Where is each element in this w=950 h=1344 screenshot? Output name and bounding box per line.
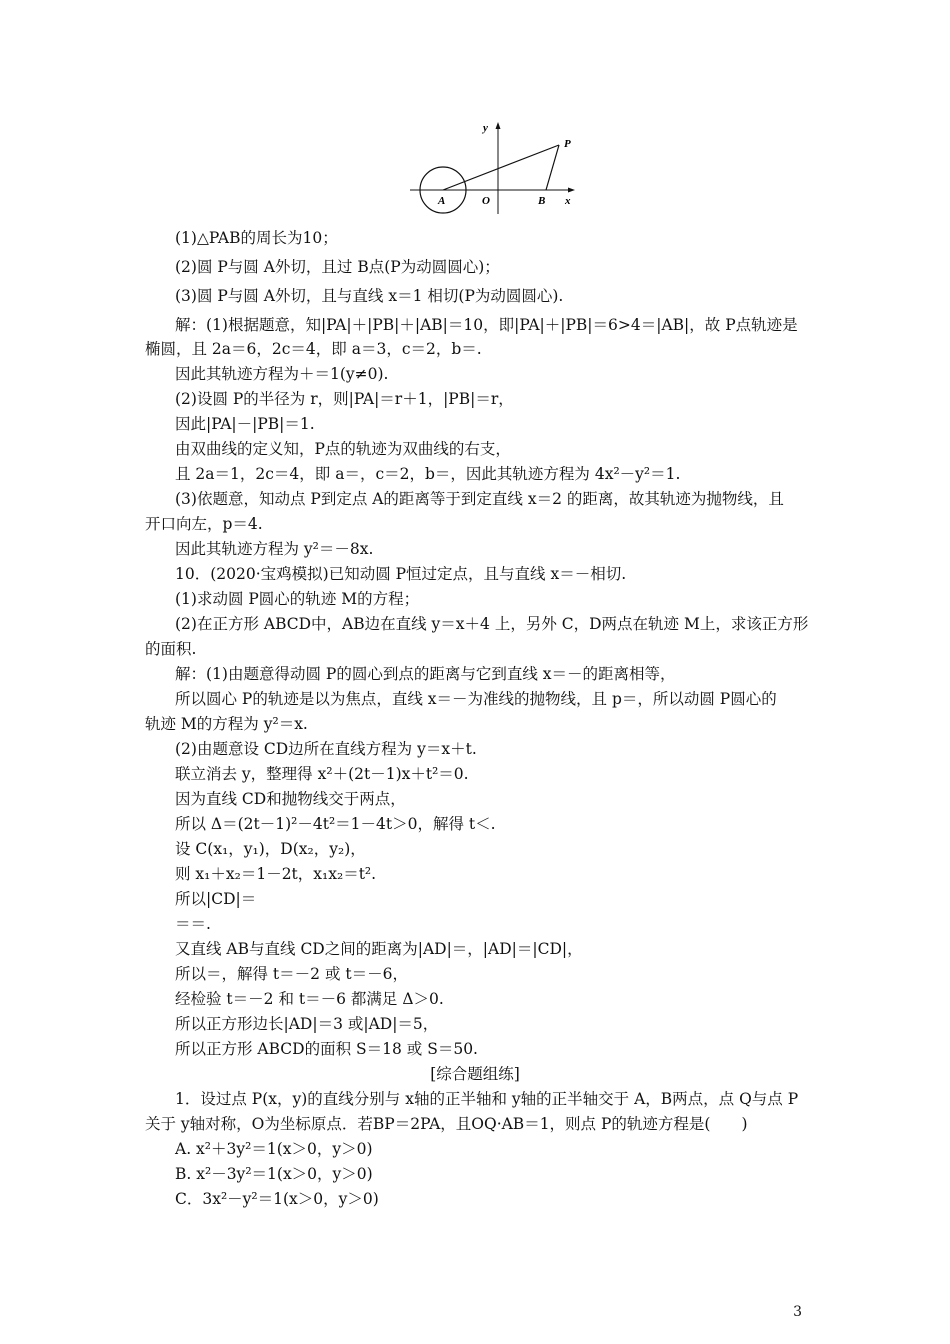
text-line: 轨迹 M的方程为 y²＝x. — [145, 715, 308, 733]
label-y: y — [483, 122, 488, 134]
option-a: A. x²＋3y²＝1(x＞0，y＞0) — [175, 1140, 373, 1158]
text-line: (2)设圆 P的半径为 r，则|PA|＝r＋1，|PB|＝r， — [175, 390, 514, 408]
label-o: O — [482, 195, 490, 207]
text-line: (1)△PAB的周长为10； — [175, 229, 338, 247]
text-line: (3)圆 P与圆 A外切，且与直线 x＝1 相切(P为动圆圆心). — [175, 287, 564, 305]
y-axis-arrow — [496, 122, 501, 129]
geometry-figure — [405, 116, 585, 216]
label-a: A — [438, 195, 446, 207]
text-line: 所以圆心 P的轨迹是以为焦点，直线 x＝－为准线的抛物线，且 p＝，所以动圆 P圆心的 — [175, 690, 777, 708]
label-x: x — [565, 195, 571, 207]
text-line: 且 2a＝1，2c＝4，即 a＝，c＝2，b＝，因此其轨迹方程为 4x²－y²＝1. — [175, 465, 681, 483]
text-line: 开口向左，p＝4. — [145, 515, 263, 533]
text-line: 10．(2020·宝鸡模拟)已知动圆 P恒过定点，且与直线 x＝－相切. — [175, 565, 627, 583]
page-number: 3 — [793, 1304, 802, 1320]
text-line: 因此其轨迹方程为 y²＝－8x. — [175, 540, 374, 558]
option-b: B. x²－3y²＝1(x＞0，y＞0) — [175, 1165, 373, 1183]
text-line: 因此|PA|－|PB|＝1. — [175, 415, 315, 433]
text-line: (2)由题意设 CD边所在直线方程为 y＝x＋t. — [175, 740, 477, 758]
label-p: P — [564, 138, 571, 150]
text-line: 椭圆，且 2a＝6，2c＝4，即 a＝3，c＝2，b＝. — [145, 340, 482, 358]
segment-pa — [443, 145, 559, 190]
text-line: (1)求动圆 P圆心的轨迹 M的方程； — [175, 590, 420, 608]
text-line: 解：(1)根据题意，知|PA|＋|PB|＋|AB|＝10，即|PA|＋|PB|＝6>4＝|AB|，故 P点轨迹是 — [175, 316, 798, 334]
segment-pb — [546, 145, 559, 190]
text-line: 所以 Δ＝(2t－1)²－4t²＝1－4t＞0，解得 t＜. — [175, 815, 496, 833]
text-line: 的面积. — [145, 640, 197, 658]
text-line: ＝＝. — [175, 915, 211, 933]
text-line: 经检验 t＝－2 和 t＝－6 都满足 Δ＞0. — [175, 990, 444, 1008]
text-line: 关于 y轴对称，O为坐标原点．若BP＝2PA，且OQ·AB＝1，则点 P的轨迹方程是( ) — [145, 1115, 748, 1133]
text-line: 因为直线 CD和抛物线交于两点， — [175, 790, 406, 808]
label-b: B — [538, 195, 546, 207]
text-line: 设 C(x₁，y₁)，D(x₂，y₂)， — [175, 840, 366, 858]
text-line: (2)圆 P与圆 A外切，且过 B点(P为动圆圆心)； — [175, 258, 500, 276]
text-line: 所以正方形 ABCD的面积 S＝18 或 S＝50. — [175, 1040, 478, 1058]
text-line: 所以＝，解得 t＝－2 或 t＝－6， — [175, 965, 408, 983]
option-c: C．3x²－y²＝1(x＞0，y＞0) — [175, 1190, 379, 1208]
text-line: 1．设过点 P(x，y)的直线分别与 x轴的正半轴和 y轴的正半轴交于 A，B两点，点 Q与点 P — [175, 1090, 799, 1108]
text-line: 由双曲线的定义知，P点的轨迹为双曲线的右支， — [175, 440, 511, 458]
text-line: 联立消去 y，整理得 x²＋(2t－1)x＋t²＝0. — [175, 765, 469, 783]
x-axis-arrow — [568, 188, 575, 193]
text-line: 解：(1)由题意得动圆 P的圆心到点的距离与它到直线 x＝－的距离相等， — [175, 665, 676, 683]
text-line: 又直线 AB与直线 CD之间的距离为|AD|＝，|AD|＝|CD|， — [175, 940, 583, 958]
text-line: 所以正方形边长|AD|＝3 或|AD|＝5， — [175, 1015, 439, 1033]
text-line: 因此其轨迹方程为＋＝1(y≠0). — [175, 365, 389, 383]
text-line: (3)依题意，知动点 P到定点 A的距离等于到定直线 x＝2 的距离，故其轨迹为抛物线，且 — [175, 490, 784, 508]
text-line: (2)在正方形 ABCD中，AB边在直线 y＝x＋4 上，另外 C，D两点在轨迹 M上，求该正方形 — [175, 615, 809, 633]
text-line: 所以|CD|＝ — [175, 890, 257, 908]
text-line: 则 x₁＋x₂＝1－2t，x₁x₂＝t². — [175, 865, 377, 883]
section-heading: [综合题组练] — [430, 1065, 520, 1083]
